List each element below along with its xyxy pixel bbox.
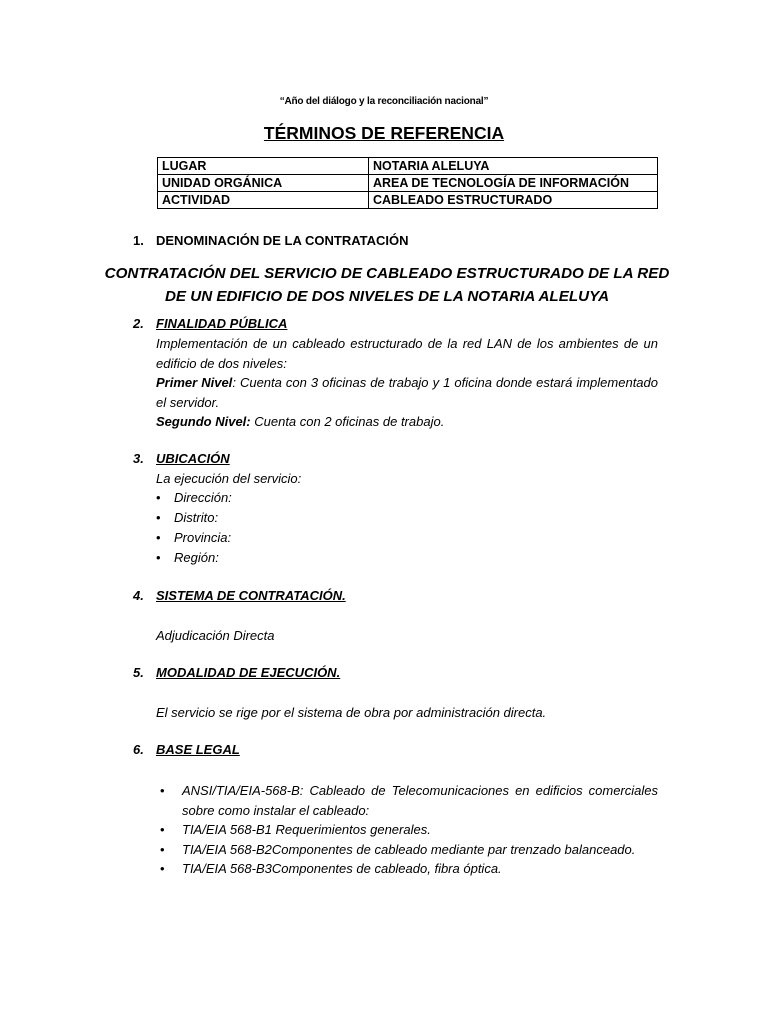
list-item: • TIA/EIA 568-B3Componentes de cableado, fibra óptica.	[160, 859, 658, 879]
section-title: FINALIDAD PÚBLICA	[156, 316, 288, 331]
list-item: • Provincia:	[156, 528, 232, 548]
section-number: 5.	[133, 665, 144, 680]
contract-title	[104, 262, 670, 308]
list-item: • Distrito:	[156, 508, 232, 528]
section-heading-1	[133, 232, 409, 250]
level-label: Segundo Nivel:	[156, 414, 251, 429]
section-3-intro: La ejecución del servicio:	[156, 471, 302, 486]
list-item: • ANSI/TIA/EIA-568-B: Cableado de Telecomunicaciones en edificios comerciales sobre como instalar el cableado:	[160, 781, 658, 820]
level-label: Primer Nivel	[156, 375, 233, 390]
table-cell-value: CABLEADO ESTRUCTURADO	[369, 192, 658, 209]
info-table	[157, 157, 658, 209]
section-title: DENOMINACIÓN DE LA CONTRATACIÓN	[156, 233, 409, 248]
intro-text: Implementación de un cableado estructurado de la red LAN de los ambientes de un edificio de dos niveles:	[156, 336, 658, 371]
contract-title-line: CONTRATACIÓN DEL SERVICIO DE CABLEADO ESTRUCTURADO DE LA RED	[104, 265, 670, 282]
section-heading-2	[133, 315, 287, 333]
table-cell-value: NOTARIA ALELUYA	[369, 158, 658, 175]
paragraph	[156, 412, 658, 432]
section-title: BASE LEGAL	[156, 742, 240, 757]
list-item: • Dirección:	[156, 488, 232, 508]
section-heading-6	[133, 741, 240, 759]
section-number: 3.	[133, 451, 144, 466]
section-number: 1.	[133, 233, 144, 248]
list-item: • TIA/EIA 568-B2Componentes de cableado mediante par trenzado balanceado.	[160, 840, 658, 860]
section-number: 6.	[133, 742, 144, 757]
section-heading-4	[133, 587, 346, 605]
table-cell-key: LUGAR	[158, 158, 369, 175]
paragraph	[156, 373, 658, 412]
section-title: UBICACIÓN	[156, 451, 230, 466]
list-item: • TIA/EIA 568-B1 Requerimientos generales.	[160, 820, 658, 840]
contract-title-line: DE UN EDIFICIO DE DOS NIVELES DE LA NOTARIA ALELUYA	[164, 288, 610, 305]
section-title: MODALIDAD DE EJECUCIÓN.	[156, 665, 341, 680]
section-number: 2.	[133, 316, 144, 331]
level-text: : Cuenta con 3 oficinas de trabajo y 1 oficina donde estará implementado el servidor.	[156, 375, 658, 410]
section-heading-3	[133, 450, 230, 468]
table-row	[158, 158, 658, 175]
section-number: 4.	[133, 588, 144, 603]
table-cell-key: UNIDAD ORGÁNICA	[158, 175, 369, 192]
location-list	[156, 488, 232, 568]
table-row	[158, 192, 658, 209]
section-heading-5	[133, 664, 340, 682]
paragraph	[156, 334, 658, 373]
table-cell-key: ACTIVIDAD	[158, 192, 369, 209]
national-motto: “Año del diálogo y la reconciliación nacional”	[279, 96, 489, 107]
table-row	[158, 175, 658, 192]
section-4-text: Adjudicación Directa	[156, 628, 275, 643]
level-text: Cuenta con 2 oficinas de trabajo.	[250, 414, 445, 429]
legal-list	[160, 781, 658, 879]
section-2-body	[156, 334, 658, 432]
page-title: TÉRMINOS DE REFERENCIA	[263, 123, 505, 143]
list-item: • Región:	[156, 548, 232, 568]
section-title: SISTEMA DE CONTRATACIÓN.	[156, 588, 346, 603]
section-5-text: El servicio se rige por el sistema de obra por administración directa.	[156, 705, 547, 720]
table-cell-value: AREA DE TECNOLOGÍA DE INFORMACIÓN	[369, 175, 658, 192]
